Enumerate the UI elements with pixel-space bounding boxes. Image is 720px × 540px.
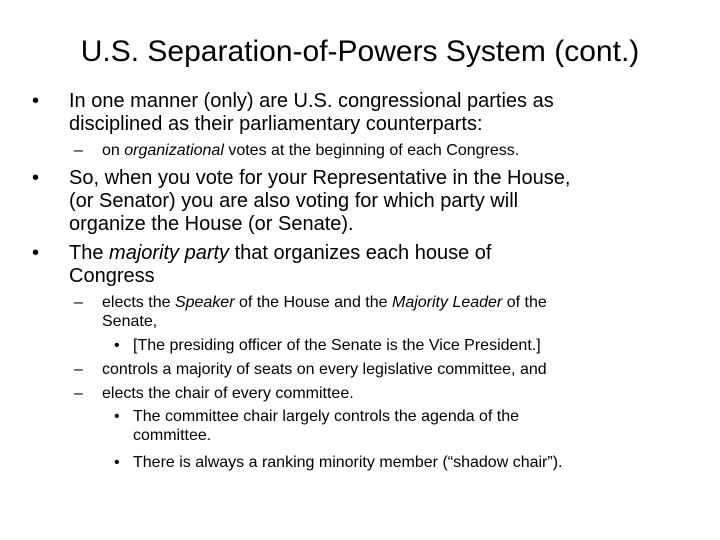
sub-bullet-text: Senate, xyxy=(102,313,158,330)
bullet-text-line: organize the House (or Senate). xyxy=(69,213,354,235)
emphasis-text: Speaker xyxy=(174,294,235,311)
dash-marker: – xyxy=(74,294,83,311)
bullet-text-line: So, when you vote for your Representative in the House, xyxy=(69,167,571,189)
dash-marker: – xyxy=(74,142,83,159)
bullet-text-line: The majority party that organizes each house of xyxy=(69,242,492,264)
bullet-text-line: disciplined as their parliamentary counterparts: xyxy=(69,113,483,135)
emphasis-text: majority party xyxy=(109,242,230,264)
sub-sub-bullet-text: committee. xyxy=(133,427,212,444)
dash-marker: – xyxy=(74,385,83,402)
emphasis-text: organizational xyxy=(124,142,224,159)
bullet-marker: • xyxy=(32,167,40,189)
bullet-marker: • xyxy=(114,454,120,471)
bullet-marker: • xyxy=(114,337,120,354)
dash-marker: – xyxy=(74,361,83,378)
bullet-marker: • xyxy=(32,90,40,112)
sub-bullet-text: on organizational votes at the beginning of each Congress. xyxy=(102,142,520,159)
sub-sub-bullet-text: There is always a ranking minority member (“shadow chair”). xyxy=(133,454,563,471)
bullet-text-line: In one manner (only) are U.S. congressional parties as xyxy=(69,90,554,112)
bullet-marker: • xyxy=(114,408,120,425)
sub-bullet-text: controls a majority of seats on every legislative committee, and xyxy=(102,361,547,378)
sub-bullet-text: elects the chair of every committee. xyxy=(102,385,354,402)
sub-sub-bullet-text: [The presiding officer of the Senate is the Vice President.] xyxy=(133,337,541,354)
bullet-marker: • xyxy=(32,242,40,264)
bullet-text-line: (or Senator) you are also voting for which party will xyxy=(69,190,519,212)
bullet-text-line: Congress xyxy=(69,265,155,287)
sub-sub-bullet-text: The committee chair largely controls the agenda of the xyxy=(133,408,519,425)
sub-bullet-text: elects the Speaker of the House and the Majority Leader of the xyxy=(102,294,547,311)
slide-title: U.S. Separation-of-Powers System (cont.) xyxy=(80,35,640,68)
emphasis-text: Majority Leader xyxy=(391,294,503,311)
